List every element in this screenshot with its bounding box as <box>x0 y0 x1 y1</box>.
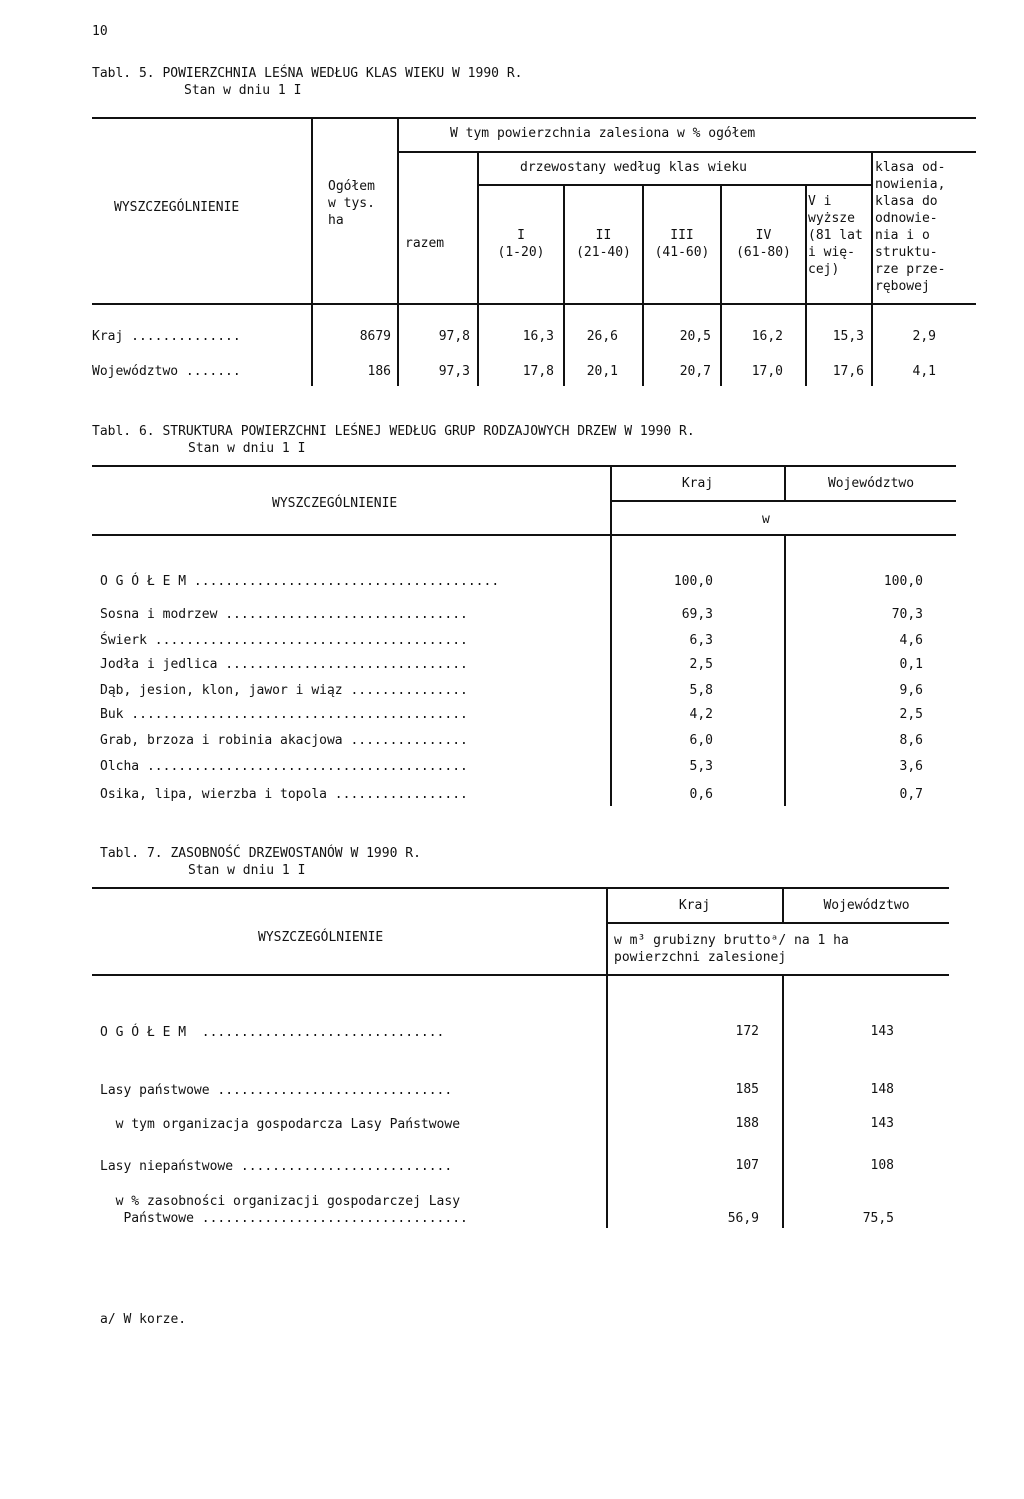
t5-header-class-III: III (41-60) <box>654 228 710 260</box>
row-label: Olcha ......................................... <box>100 759 468 774</box>
cell-wojewodztwo: 143 <box>870 1116 894 1131</box>
cell-wojewodztwo: 8,6 <box>899 733 923 748</box>
cell-kraj: 100,0 <box>673 574 713 589</box>
t5-header-class-II: II (21-40) <box>576 228 631 260</box>
cell-kraj: 6,0 <box>689 733 713 748</box>
rule <box>871 152 873 386</box>
t5-header-stands: drzewostany według klas wieku <box>520 160 747 175</box>
row-label: Grab, brzoza i robinia akacjowa ............... <box>100 733 468 748</box>
rule <box>563 185 565 386</box>
t5-header-group: W tym powierzchnia zalesiona w % ogółem <box>450 126 756 141</box>
t5-header-razem: razem <box>405 236 445 251</box>
row-label: Jodła i jedlica ............................... <box>100 657 468 672</box>
cell: 2,9 <box>912 329 936 344</box>
table5-title: Tabl. 5. POWIERZCHNIA LEŚNA WEDŁUG KLAS WIEKU W 1990 R. <box>92 66 523 81</box>
page-number: 10 <box>92 24 108 39</box>
cell-wojewodztwo: 148 <box>870 1082 894 1097</box>
cell-wojewodztwo: 0,7 <box>899 787 923 802</box>
cell: 26,6 <box>586 329 618 344</box>
rule <box>398 151 976 153</box>
cell-kraj: 56,9 <box>727 1211 759 1226</box>
cell-kraj: 188 <box>735 1116 759 1131</box>
rule <box>92 887 949 889</box>
cell: 186 <box>367 364 391 379</box>
t5-header-class-IV: IV (61-80) <box>736 228 791 260</box>
table7-title: Tabl. 7. ZASOBNOŚĆ DRZEWOSTANÓW W 1990 R. <box>100 846 421 861</box>
table5-subtitle: Stan w dniu 1 I <box>184 83 302 98</box>
cell-wojewodztwo: 108 <box>870 1158 894 1173</box>
cell: 20,1 <box>586 364 618 379</box>
row-label: Osika, lipa, wierzba i topola ................. <box>100 787 468 802</box>
t6-header-spec: WYSZCZEGÓLNIENIE <box>272 496 398 511</box>
cell: 15,3 <box>832 329 864 344</box>
cell-kraj: 185 <box>735 1082 759 1097</box>
footnote: a/ W korze. <box>100 1312 187 1327</box>
t7-header-spec: WYSZCZEGÓLNIENIE <box>258 930 384 945</box>
table6-subtitle: Stan w dniu 1 I <box>188 441 306 456</box>
row-label: Lasy niepaństwowe ........................... <box>100 1159 453 1174</box>
cell: 17,8 <box>522 364 554 379</box>
cell-kraj: 172 <box>735 1024 759 1039</box>
cell: 16,2 <box>751 329 783 344</box>
cell: 97,3 <box>438 364 470 379</box>
row-label: Buk ........................................... <box>100 707 468 722</box>
cell: 17,0 <box>751 364 783 379</box>
row-label: O G Ó Ł E M ............................... <box>100 1025 445 1040</box>
cell-kraj: 107 <box>735 1158 759 1173</box>
rule <box>311 118 313 386</box>
rule <box>92 534 956 536</box>
t7-header-unit: w m³ grubizny bruttoᵃ/ na 1 ha powierzchni zalesionej <box>614 933 849 965</box>
row-label: w % zasobności organizacji gospodarczej Lasy Państwowe .................................. <box>115 1194 468 1226</box>
cell-kraj: 69,3 <box>681 607 713 622</box>
cell-kraj: 5,3 <box>689 759 713 774</box>
cell-kraj: 6,3 <box>689 633 713 648</box>
rule <box>477 152 479 386</box>
rule <box>92 465 956 467</box>
rule <box>805 185 807 386</box>
row-label: w tym organizacja gospodarcza Lasy Państwowe <box>100 1117 461 1132</box>
t5-header-spec: WYSZCZEGÓLNIENIE <box>114 200 240 215</box>
cell: 20,7 <box>679 364 711 379</box>
rule <box>611 500 956 502</box>
cell-wojewodztwo: 2,5 <box>899 707 923 722</box>
rule <box>782 976 784 1228</box>
row-label: Świerk ........................................ <box>100 633 468 648</box>
cell-kraj: 0,6 <box>689 787 713 802</box>
cell-wojewodztwo: 0,1 <box>899 657 923 672</box>
cell-kraj: 4,2 <box>689 707 713 722</box>
t5-header-class-I: I (1-20) <box>497 228 545 260</box>
cell-wojewodztwo: 3,6 <box>899 759 923 774</box>
cell: 8679 <box>359 329 391 344</box>
rule <box>607 922 949 924</box>
row-label: O G Ó Ł E M ....................................... <box>100 574 500 589</box>
rule <box>478 184 871 186</box>
t7-header-woj: Województwo <box>823 898 910 913</box>
cell: 20,5 <box>679 329 711 344</box>
t5-header-class-V: V i wyższe (81 lat i wię- cej) <box>808 194 863 277</box>
cell: 16,3 <box>522 329 554 344</box>
rule <box>642 185 644 386</box>
row-label: Dąb, jesion, klon, jawor i wiąz ............... <box>100 683 468 698</box>
row-label: Województwo ....... <box>92 364 241 379</box>
table7-subtitle: Stan w dniu 1 I <box>188 863 306 878</box>
t6-header-woj: Województwo <box>827 476 915 491</box>
table6-title: Tabl. 6. STRUKTURA POWIERZCHNI LEŚNEJ WEDŁUG GRUP RODZAJOWYCH DRZEW W 1990 R. <box>92 424 695 439</box>
cell-wojewodztwo: 100,0 <box>883 574 923 589</box>
t6-header-unit: w <box>762 512 770 527</box>
row-label: Sosna i modrzew ............................... <box>100 607 468 622</box>
rule <box>92 974 949 976</box>
t6-header-kraj: Kraj <box>681 476 714 491</box>
t5-header-regen: klasa od- nowienia, klasa do odnowie- nia i o struktu- rze prze- rębowej <box>875 160 946 294</box>
rule <box>92 303 976 305</box>
cell-wojewodztwo: 4,6 <box>899 633 923 648</box>
cell-wojewodztwo: 9,6 <box>899 683 923 698</box>
cell-kraj: 2,5 <box>689 657 713 672</box>
cell: 17,6 <box>832 364 864 379</box>
cell-wojewodztwo: 143 <box>870 1024 894 1039</box>
cell: 4,1 <box>912 364 936 379</box>
t7-header-kraj: Kraj <box>678 898 711 913</box>
cell-wojewodztwo: 70,3 <box>891 607 923 622</box>
cell-kraj: 5,8 <box>689 683 713 698</box>
cell: 97,8 <box>438 329 470 344</box>
rule <box>92 117 976 119</box>
cell-wojewodztwo: 75,5 <box>862 1211 894 1226</box>
t5-header-total: Ogółem w tys. ha <box>328 179 375 228</box>
row-label: Kraj .............. <box>92 329 241 344</box>
row-label: Lasy państwowe .............................. <box>100 1083 453 1098</box>
rule <box>397 118 399 386</box>
rule <box>606 888 608 1228</box>
rule <box>720 185 722 386</box>
